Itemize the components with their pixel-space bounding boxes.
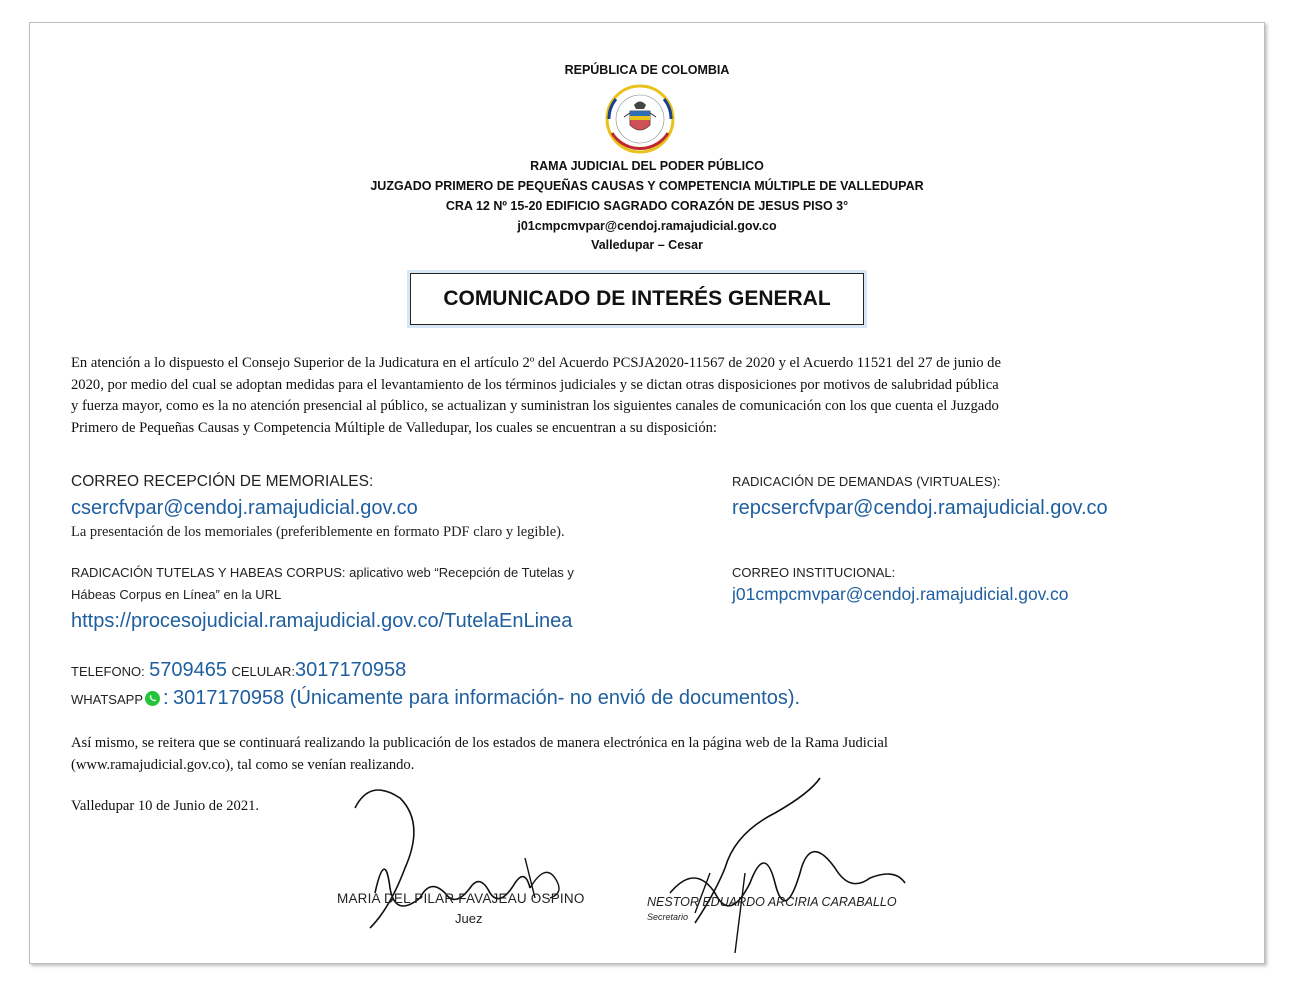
phone-row: [71, 659, 406, 682]
cell-number[interactable]: 3017170958: [295, 659, 407, 681]
closing-line: (www.ramajudicial.gov.co), tal como se venían realizando.: [71, 756, 415, 773]
whatsapp-label: WHATSAPP: [71, 692, 143, 707]
phone-number[interactable]: 5709465: [149, 659, 228, 681]
address-heading: CRA 12 Nº 15-20 EDIFICIO SAGRADO CORAZÓN DE JESUS PISO 3°: [445, 199, 849, 213]
memoriales-note: La presentación de los memoriales (preferiblemente en formato PDF claro y legible).: [71, 524, 565, 540]
whatsapp-separator: :: [163, 687, 169, 709]
intro-line: y fuerza mayor, como es la no atención presencial al público, se actualizan y suministran los siguientes canales de comunicación con los que cuenta el Juzgado: [71, 398, 999, 414]
judge-name: MARIA DEL PILAR FAVAJEAU OSPINO: [337, 891, 585, 906]
document-page: [29, 22, 1265, 964]
header-email: j01cmpcmvpar@cendoj.ramajudicial.gov.co: [517, 219, 777, 233]
secretary-name: NESTOR EDUARDO ARCIRIA CARABALLO: [647, 895, 897, 909]
city-heading: Valledupar – Cesar: [591, 238, 703, 252]
country-heading: REPÚBLICA DE COLOMBIA: [564, 63, 730, 77]
intro-paragraph: [71, 353, 1209, 439]
title-box: [410, 273, 864, 325]
document-title: COMUNICADO DE INTERÉS GENERAL: [443, 287, 831, 310]
closing-paragraph: [71, 733, 1209, 776]
intro-line: En atención a lo dispuesto el Consejo Superior de la Judicatura en el artículo 2º del Acuerdo PCSJA2020-11567 de 2020 y el Acuerdo 11521 del 27 de junio de: [71, 355, 1001, 371]
intro-line: 2020, por medio del cual se adoptan medidas para el levantamiento de los términos judiciales y se dictan otras disposiciones por motivos de salubridad pública: [71, 376, 999, 393]
memoriales-email-link[interactable]: csercfvpar@cendoj.ramajudicial.gov.co: [71, 497, 418, 519]
institucional-email-link[interactable]: j01cmpcmvpar@cendoj.ramajudicial.gov.co: [732, 584, 1069, 604]
cell-label: CELULAR:: [231, 664, 296, 679]
judge-role: Juez: [455, 911, 483, 926]
tutelas-url-link[interactable]: https://procesojudicial.ramajudicial.gov.co/TutelaEnLinea: [71, 610, 573, 632]
institucional-label: CORREO INSTITUCIONAL:: [732, 565, 896, 580]
secretary-role: Secretario: [647, 912, 689, 922]
secretary-signature: [635, 773, 915, 963]
branch-heading: RAMA JUDICIAL DEL PODER PÚBLICO: [530, 159, 764, 173]
date-line: Valledupar 10 de Junio de 2021.: [71, 798, 260, 814]
memoriales-label: CORREO RECEPCIÓN DE MEMORIALES:: [71, 473, 374, 490]
phone-label: TELEFONO:: [71, 664, 145, 679]
court-heading: JUZGADO PRIMERO DE PEQUEÑAS CAUSAS Y COMPETENCIA MÚLTIPLE DE VALLEDUPAR: [370, 179, 924, 193]
closing-line: Así mismo, se reitera que se continuará realizando la publicación de los estados de manera electrónica en la página web de la Rama Judicial: [71, 735, 888, 751]
demandas-label: RADICACIÓN DE DEMANDAS (VIRTUALES):: [732, 474, 1001, 489]
whatsapp-row: [71, 687, 800, 710]
tutelas-line-1: RADICACIÓN TUTELAS Y HABEAS CORPUS: aplicativo web “Recepción de Tutelas y: [71, 565, 574, 580]
demandas-email-link[interactable]: repcsercfvpar@cendoj.ramajudicial.gov.co: [732, 497, 1108, 519]
intro-line: Primero de Pequeñas Causas y Competencia Múltiple de Valledupar, los cuales se encuentran a su disposición:: [71, 419, 717, 436]
whatsapp-icon: [145, 691, 160, 706]
judicial-seal-logo: [604, 83, 676, 155]
whatsapp-number[interactable]: 3017170958 (Únicamente para información- no envió de documentos).: [173, 687, 801, 709]
tutelas-line-2: Hábeas Corpus en Línea” en la URL: [71, 587, 282, 602]
